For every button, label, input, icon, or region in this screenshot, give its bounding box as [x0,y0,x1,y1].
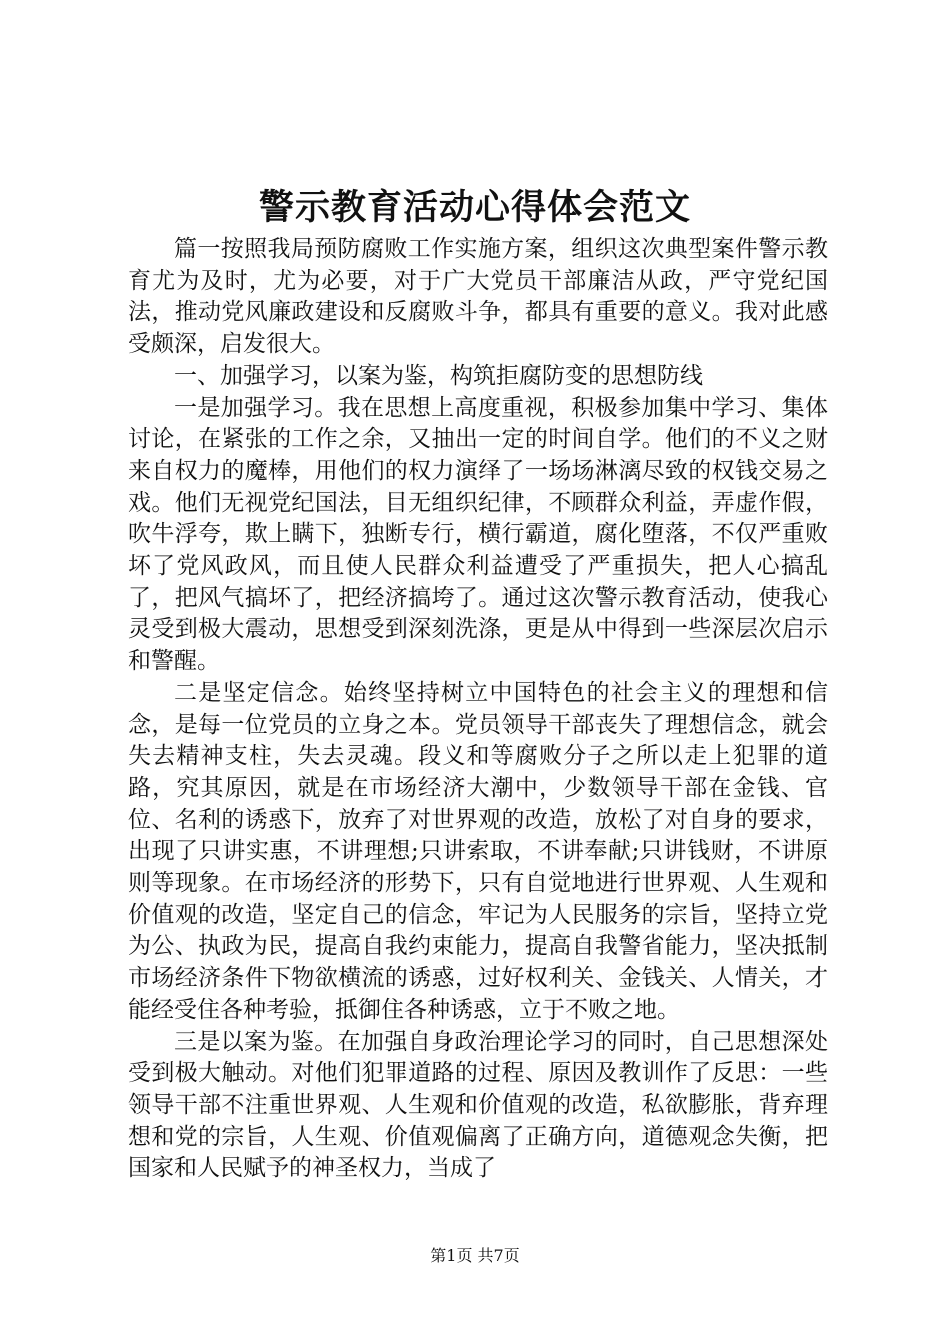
document-title: 警示教育活动心得体会范文 [258,187,691,228]
paragraph-intro: 篇一按照我局预防腐败工作实施方案，组织这次典型案件警示教育尤为及时，尤为必要，对于广大党员干部廉洁从政，严守党纪国法，推动党风廉政建设和反腐败斗争，都具有重要的意义。我对此感受颇深，启发很大。 [128,236,828,358]
document-body [128,234,828,1185]
paragraph-firm-belief: 二是坚定信念。始终坚持树立中国特色的社会主义的理想和信念，是每一位党员的立身之本。党员领导干部丧失了理想信念，就会失去精神支柱，失去灵魂。段义和等腐败分子之所以走上犯罪的道路，究其原因，就是在市场经济大潮中，少数领导干部在金钱、官位、名利的诱惑下，放弃了对世界观的改造，放松了对自身的要求，出现了只讲实惠，不讲理想;只讲索取，不讲奉献;只讲钱财，不讲原则等现象。在市场经济的形势下，只有自觉地进行世界观、人生观和价值观的改造，坚定自己的信念，牢记为人民服务的宗旨，坚持立党为公、执政为民，提高自我约束能力，提高自我警省能力，坚决抵制市场经济条件下物欲横流的诱惑，过好权利关、金钱关、人情关，才能经受住各种考验，抵御住各种诱惑，立于不败之地。 [128,679,828,1023]
paragraph-case-lesson: 三是以案为鉴。在加强自身政治理论学习的同时，自己思想深处受到极大触动。对他们犯罪道路的过程、原因及教训作了反思：一些领导干部不注重世界观、人生观和价值观的改造，私欲膨胀，背弃理想和党的宗旨，人生观、价值观偏离了正确方向，道德观念失衡，把国家和人民赋予的神圣权力，当成了 [128,1028,828,1182]
paragraph-strengthen-study: 一是加强学习。我在思想上高度重视，积极参加集中学习、集体讨论，在紧张的工作之余，又抽出一定的时间自学。他们的不义之财来自权力的魔棒，用他们的权力演绎了一场场淋漓尽致的权钱交易之戏。他们无视党纪国法，目无组织纪律，不顾群众利益，弄虚作假，吹牛浮夸，欺上瞒下，独断专行，横行霸道，腐化堕落，不仅严重败坏了党风政风，而且使人民群众利益遭受了严重损失，把人心搞乱了，把风气搞坏了，把经济搞垮了。通过这次警示教育活动，使我心灵受到极大震动，思想受到深刻洗涤，更是从中得到一些深层次启示和警醒。 [128,394,828,675]
page-number-footer: 第1页 共7页 [430,1246,520,1265]
section-heading-1: 一、加强学习，以案为鉴，构筑拒腐防变的思想防线 [174,362,703,389]
